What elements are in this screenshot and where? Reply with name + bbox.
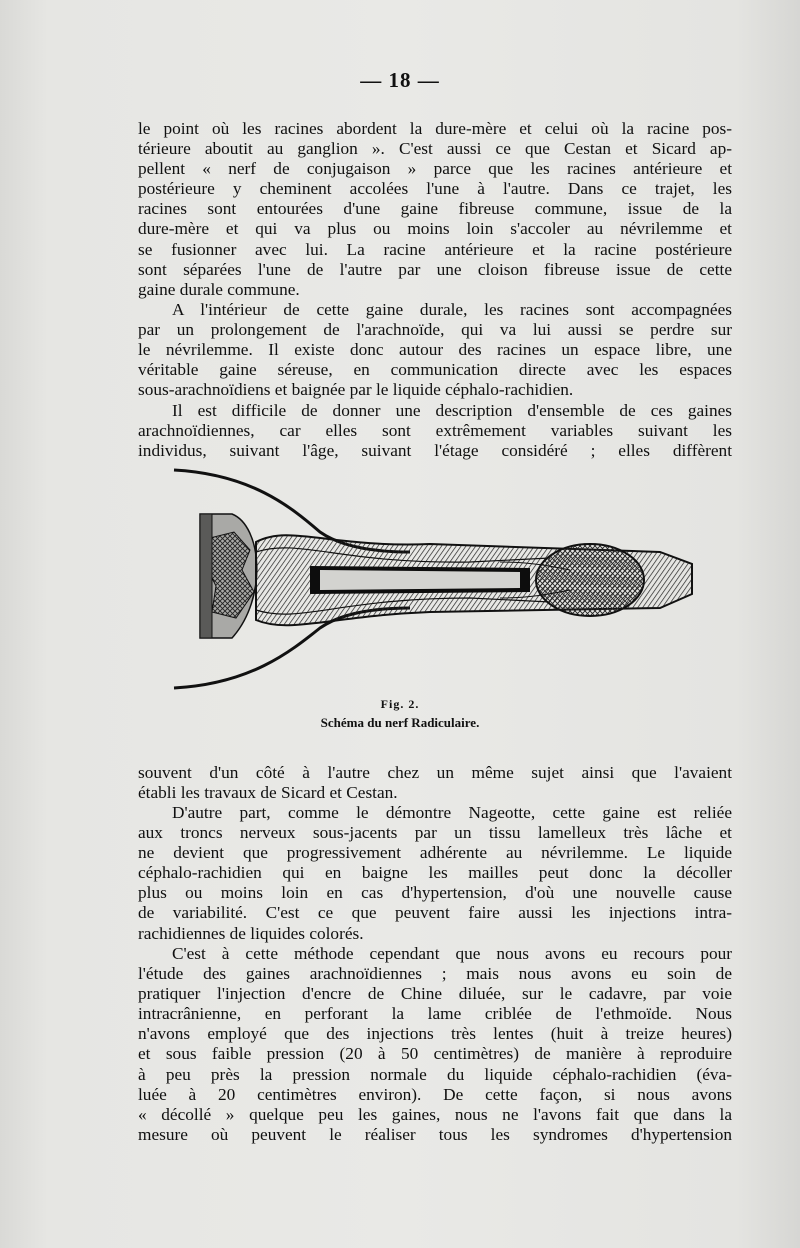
text-line: Il est difficile de donner une description d'ensemble de ces gaines [172, 401, 732, 420]
text-line: gaine durale commune. [138, 279, 300, 299]
text-line: arachnoïdiennes, car elles sont extrêmement variables suivant les [138, 421, 732, 441]
text-line: par un prolongement de l'arachnoïde, qui va lui aussi se perdre sur [138, 320, 732, 340]
text-line: n'avons employé que des injections très lentes (huit à treize heures) [138, 1024, 732, 1044]
text-line: rachidiennes de liquides colorés. [138, 923, 364, 943]
paragraph-1 [138, 119, 732, 300]
text-line: intracrânienne, en perforant la lame criblée de l'ethmoïde. Nous [138, 1004, 732, 1024]
text-line: sous-arachnoïdiens et baignée par le liquide céphalo-rachidien. [138, 380, 574, 400]
text-line: aux troncs nerveux sous-jacents par un tissu lamelleux très lâche et [138, 823, 732, 843]
page-number: — 18 — [360, 68, 440, 92]
text-line: céphalo-rachidien qui en baigne les mailles peut donc la décoller [138, 863, 732, 883]
paragraph-3 [138, 401, 732, 461]
text-line: postérieure y cheminent accolées l'une à l'autre. Dans ce trajet, les [138, 179, 732, 199]
text-line: véritable gaine séreuse, en communication directe avec les espaces [138, 360, 732, 380]
figure-label: Fig. 2. [380, 697, 420, 711]
text-line: pratiquer l'injection d'encre de Chine diluée, sur le cadavre, par voie [138, 984, 732, 1004]
text-line: ne devient que progressivement adhérente au névrilemme. Le liquide [138, 843, 732, 863]
paragraph-5 [138, 803, 732, 944]
paragraph-4 [138, 763, 732, 803]
text-line: A l'intérieur de cette gaine durale, les racines sont accompagnées [172, 300, 732, 319]
text-line: mesure où peuvent le réaliser tous les syndromes d'hypertension [138, 1124, 732, 1144]
text-line: souvent d'un côté à l'autre chez un même sujet ainsi que l'avaient [138, 763, 732, 782]
text-line: sont séparées l'une de l'autre par une cloison fibreuse issue de cette [138, 259, 732, 279]
text-line: térieure aboutit au ganglion ». C'est aussi ce que Cestan et Sicard ap- [138, 139, 732, 159]
text-line: racines sont entourées d'une gaine fibreuse commune, issue de la [138, 199, 732, 219]
text-line: individus, suivant l'âge, suivant l'étage considéré ; elles diffèrent [138, 441, 732, 461]
text-line: se fusionner avec lui. La racine antérieure et la racine postérieure [138, 239, 732, 259]
text-line: à peu près la pression normale du liquide céphalo-rachidien (éva- [138, 1064, 732, 1084]
text-line: établi les travaux de Sicard et Cestan. [138, 783, 398, 803]
text-line: de variabilité. C'est ce que peuvent faire aussi les injections intra- [138, 903, 732, 923]
text-line: plus ou moins loin en cas d'hypertension, d'où une nouvelle cause [138, 883, 732, 903]
figure-caption: Schéma du nerf Radiculaire. [320, 715, 480, 730]
text-line: l'étude des gaines arachnoïdiennes ; mais nous avons eu soin de [138, 964, 732, 984]
text-line: et sous faible pression (20 à 50 centimètres) de manière à reproduire [138, 1044, 732, 1064]
paragraph-6 [138, 944, 732, 1145]
spinal-ganglion [536, 544, 644, 616]
text-line: pellent « nerf de conjugaison » parce que les racines antérieure et [138, 159, 732, 179]
text-line: le point où les racines abordent la dure-mère et celui où la racine pos- [138, 119, 732, 138]
text-line: « décollé » quelque peu les gaines, nous ne l'avons fait que dans la [138, 1104, 732, 1124]
radicular-nerve-figure [170, 466, 700, 694]
text-line: luée à 20 centimètres environ). De cette façon, si nous avons [138, 1084, 732, 1104]
spinal-cord-section [200, 514, 257, 638]
text-line: dure-mère et qui va plus ou moins loin s'accoler au névrilemme et [138, 219, 732, 239]
text-line: le névrilemme. Il existe donc autour des racines un espace libre, une [138, 340, 732, 360]
paragraph-2 [138, 300, 732, 400]
text-line: C'est à cette méthode cependant que nous avons eu recours pour [172, 944, 732, 963]
text-line: D'autre part, comme le démontre Nageotte, cette gaine est reliée [172, 803, 732, 822]
